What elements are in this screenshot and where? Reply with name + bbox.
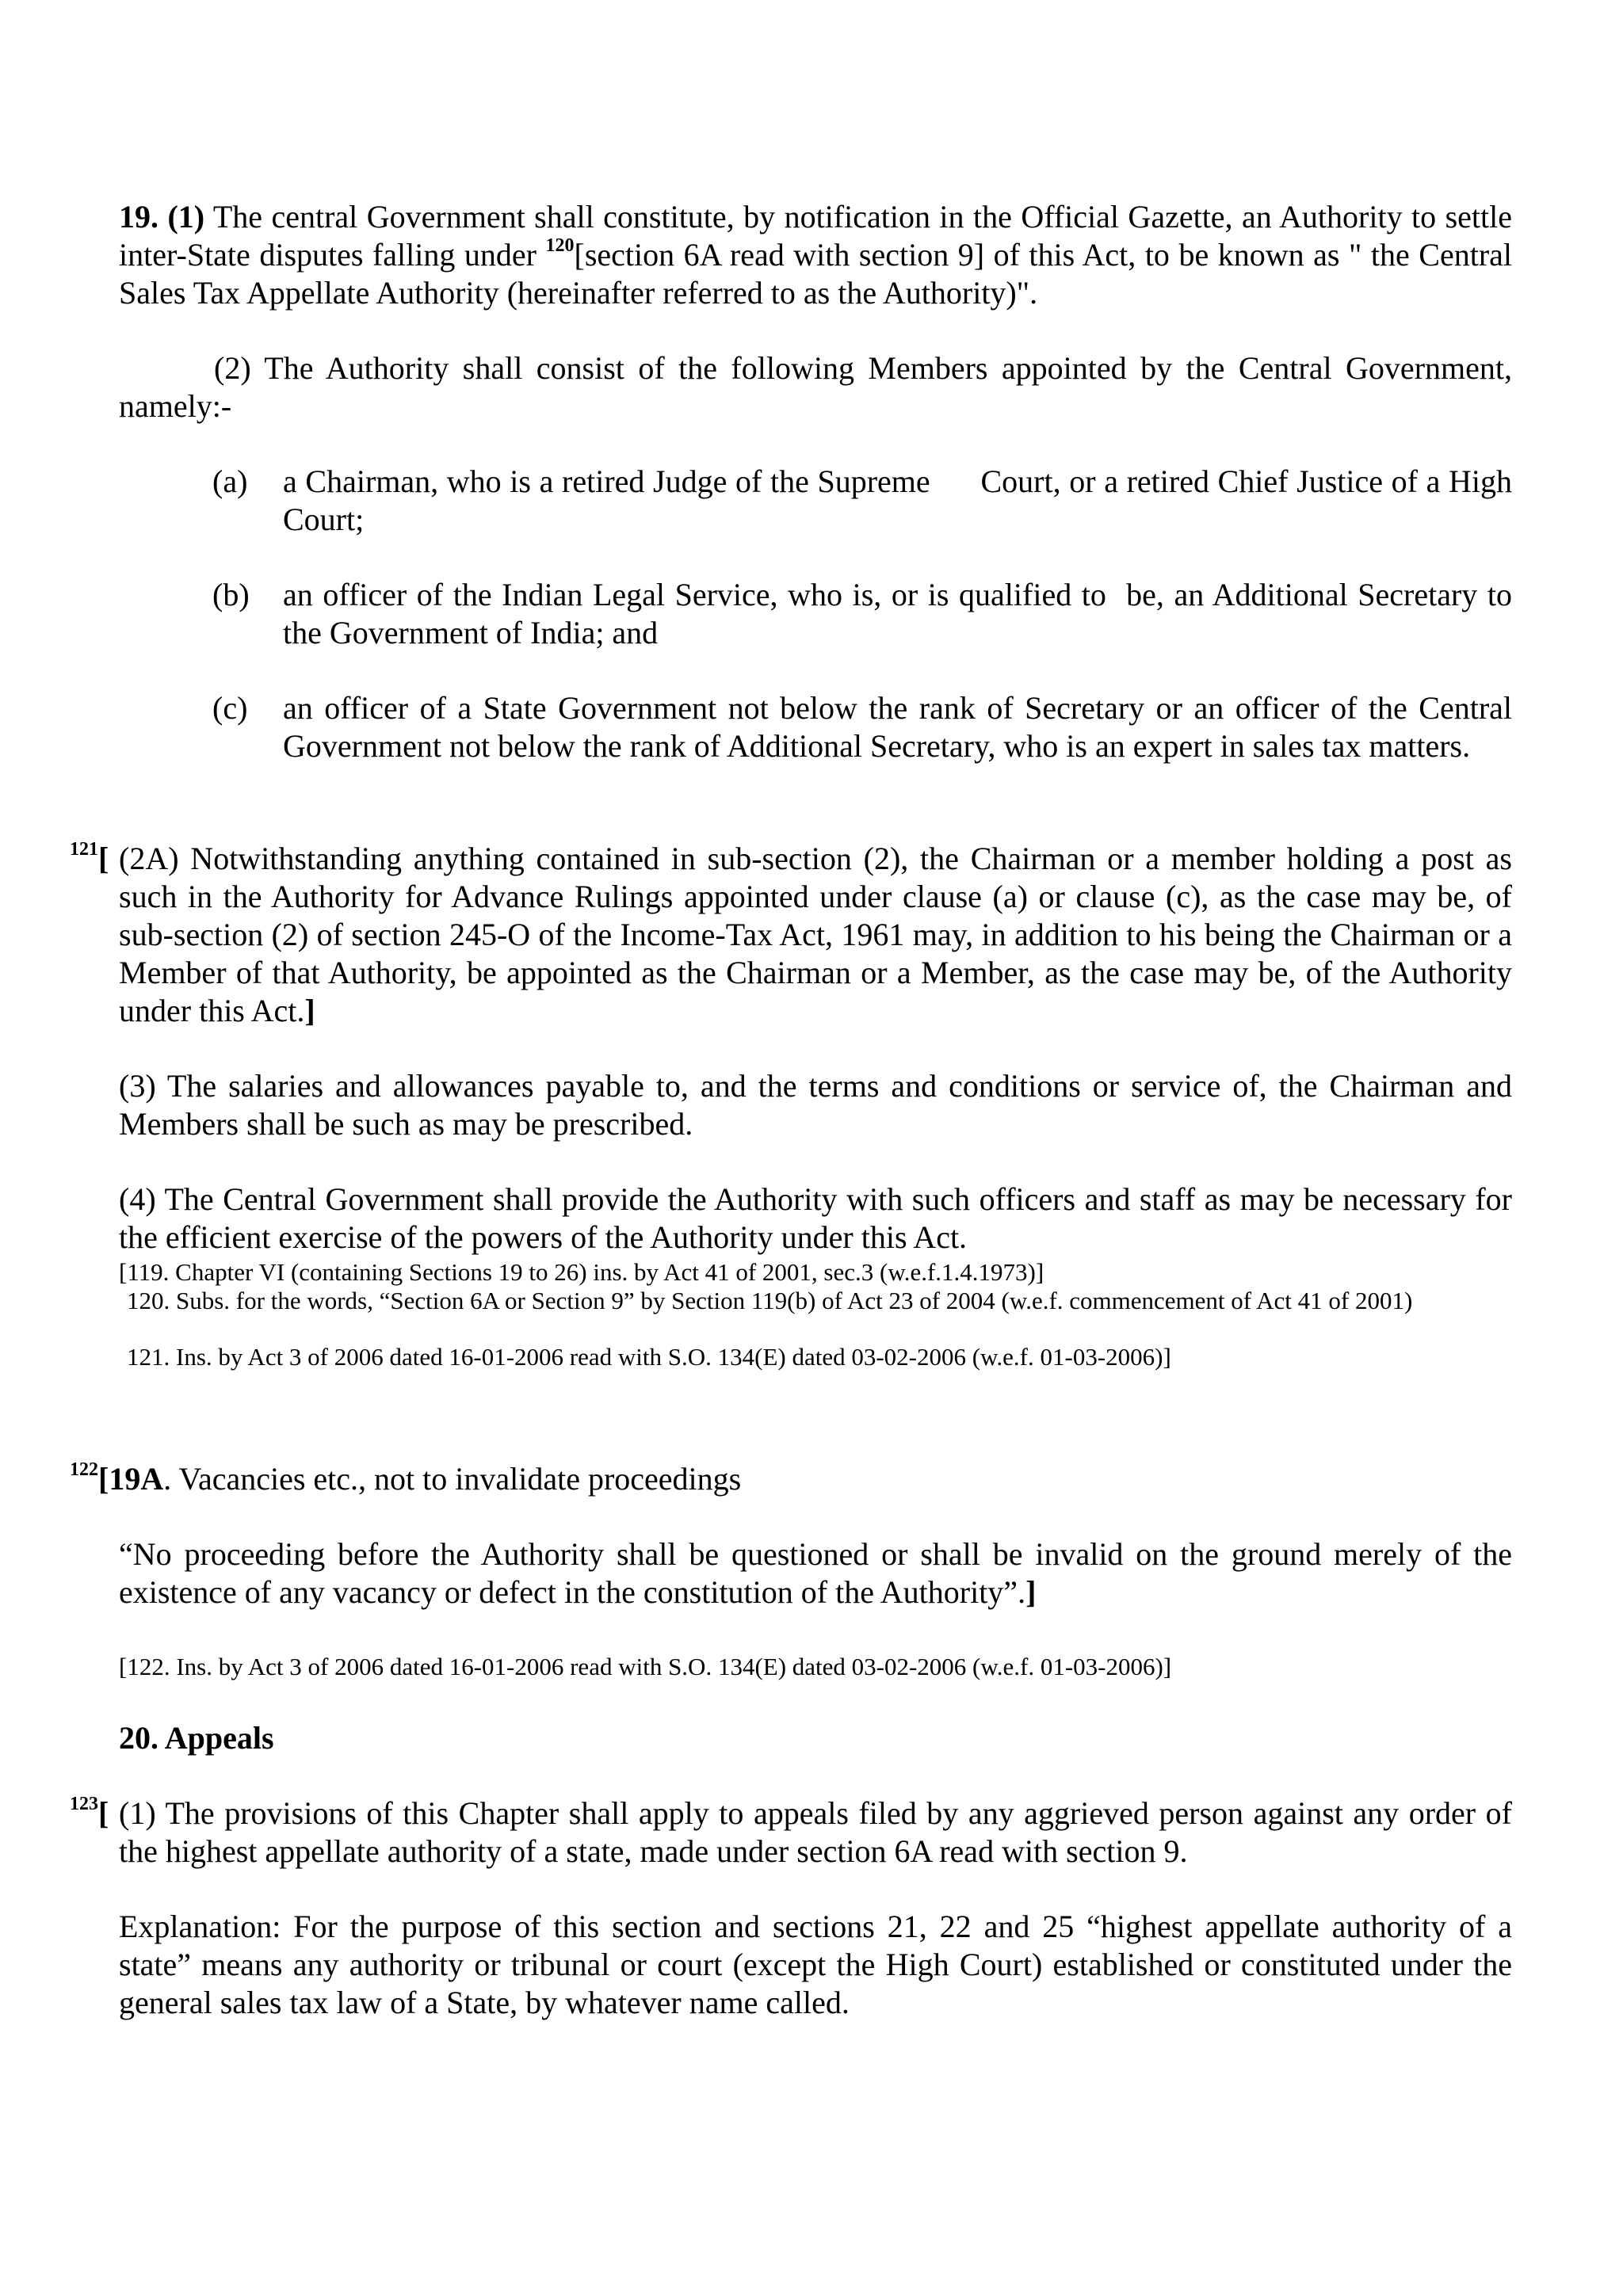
- footnote-ref-121: 121: [70, 839, 98, 860]
- list-item-text: an officer of the Indian Legal Service, who is, or is qualified to be, an Additional Secretary to the Government of India; and: [283, 577, 1520, 650]
- footnote-122: [122. Ins. by Act 3 of 2006 dated 16-01-2006 read with S.O. 134(E) dated 03-02-2006 (w.e.f. 01-03-2006)]: [119, 1653, 1172, 1680]
- s19-para-2a: [119, 840, 1512, 1030]
- s19a-heading-text: . Vacancies etc., not to invalidate proceedings: [163, 1461, 742, 1497]
- close-bracket: ]: [1025, 1574, 1037, 1610]
- s20-heading-text: 20. Appeals: [119, 1720, 274, 1756]
- s19-para-3: (3) The salaries and allowances payable to, and the terms and conditions or service of, the Chairman and Members shall be such as may be prescribed.: [119, 1068, 1512, 1142]
- s19-p1-text-b: [section 6A read with section 9] of this Act, to be known as " the Central Sales Tax Appellate Authority (hereinafter referred to as the Authority)".: [119, 237, 1513, 311]
- footnote-121: 121. Ins. by Act 3 of 2006 dated 16-01-2006 read with S.O. 134(E) dated 03-02-2006 (w.e.f. 01-03-2006)]: [127, 1343, 1171, 1371]
- list-item-label: (b): [212, 577, 250, 612]
- s19a-number: 19A: [109, 1461, 164, 1497]
- s19a-heading: [70, 1460, 1512, 1498]
- margin-ref-123: [70, 1794, 109, 1833]
- margin-ref-121: [70, 840, 109, 878]
- s19-para-2: (2) The Authority shall consist of the following Members appointed by the Central Government, namely:-: [119, 350, 1512, 424]
- s20-para-1: (1) The provisions of this Chapter shall apply to appeals filed by any aggrieved person against any order of the highest appellate authority of a state, made under section 6A read with section 9.: [119, 1795, 1512, 1869]
- footnote-ref-122: 122: [70, 1459, 98, 1480]
- s20-explanation: Explanation: For the purpose of this section and sections 21, 22 and 25 “highest appellate authority of a state” means any authority or tribunal or court (except the High Court) established or constituted under the general sales tax law of a State, by whatever name called.: [119, 1909, 1512, 2020]
- s20-heading: [119, 1719, 1512, 1757]
- s19-p2a-text: (2A) Notwithstanding anything contained in sub-section (2), the Chairman or a member holding a post as such in the Authority for Advance Rulings appointed under clause (a) or clause (c), as the case may be, of sub-section (2) of section 245-O of the Income-Tax Act, 1961 may, in addition to his being the Chairman or a Member of that Authority, be appointed as the Chairman or a Member, as the case may be, of the Authority under this Act.: [119, 841, 1512, 1028]
- list-item-text: a Chairman, who is a retired Judge of the Supreme Court, or a retired Chief Justice of a High Court;: [283, 463, 1520, 537]
- s19a-body: “No proceeding before the Authority shall be questioned or shall be invalid on the ground merely of the existence of any vacancy or defect in the constitution of the Authority”.: [119, 1536, 1512, 1610]
- s19-p1-text-a: The central Government shall constitute, by notification in the Official Gazette, an Authority to settle inter-State disputes falling under: [119, 199, 1513, 273]
- s19-number: 19. (1): [119, 199, 205, 235]
- list-item-label: (a): [212, 463, 248, 499]
- s19-para-1: [119, 198, 1512, 312]
- close-bracket: ]: [304, 993, 315, 1028]
- s19-para-4: (4) The Central Government shall provide the Authority with such officers and staff as may be necessary for the efficient exercise of the powers of the Authority under this Act.: [119, 1181, 1512, 1255]
- list-item-label: (c): [212, 690, 248, 726]
- footnote-ref-120: 120: [545, 235, 575, 256]
- open-bracket: [: [98, 841, 109, 876]
- open-bracket: [: [98, 1461, 109, 1497]
- list-item-text: an officer of a State Government not below the rank of Secretary or an officer of the Central Government not below the rank of Additional Secretary, who is an expert in sales tax matters.: [283, 690, 1512, 764]
- footnote-ref-123: 123: [70, 1794, 98, 1814]
- s19a-text: [119, 1535, 1512, 1611]
- footnote-119: [119. Chapter VI (containing Sections 19 to 26) ins. by Act 41 of 2001, sec.3 (w.e.f.1.4.1973)]: [119, 1258, 1044, 1286]
- open-bracket: [: [98, 1795, 109, 1831]
- footnote-120: 120. Subs. for the words, “Section 6A or Section 9” by Section 119(b) of Act 23 of 2004 (w.e.f. commencement of Act 41 of 2001): [127, 1287, 1413, 1314]
